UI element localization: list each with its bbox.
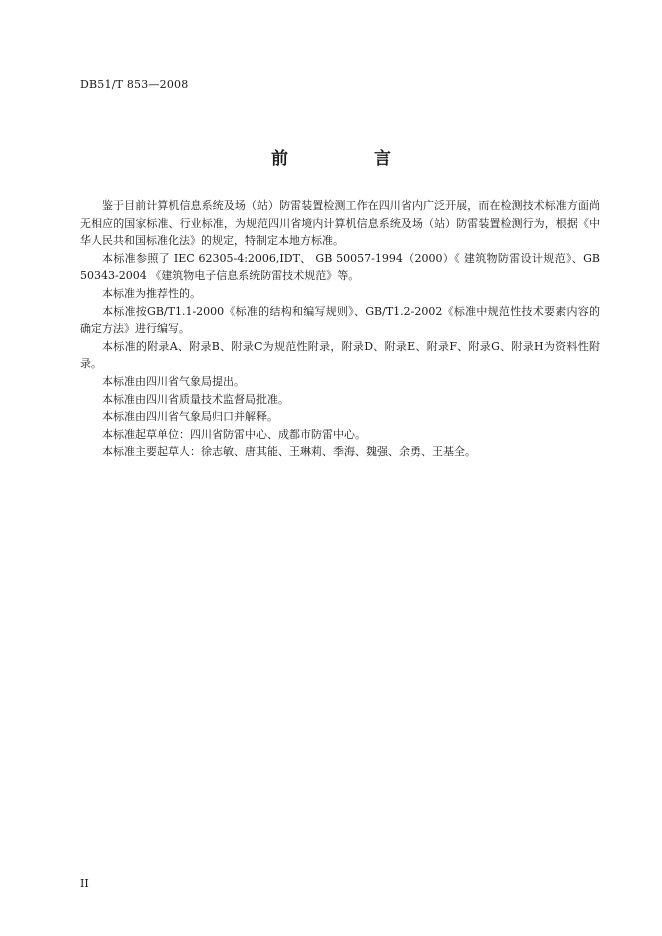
paragraph: 鉴于目前计算机信息系统及场（站）防雷装置检测工作在四川省内广泛开展，而在检测技术标准方面尚无相应的国家标准、行业标准，为规范四川省境内计算机信息系统及场（站）防雷装置检测行为，根据《中华人民共和国标准化法》的规定，特制定本地方标准。: [80, 199, 600, 248]
paragraph: 本标准起草单位：四川省防雷中心、成都市防雷中心。: [102, 427, 366, 441]
paragraph: 本标准由四川省气象局提出。: [102, 374, 245, 388]
page-number: II: [80, 877, 89, 890]
paragraph: 本标准主要起草人：徐志敏、唐其能、王琳莉、季海、魏强、余勇、王基全。: [102, 445, 476, 459]
paragraph: 本标准的附录A、附录B、附录C为规范性附录，附录D、附录E、附录F、附录G、附录H为资料性附录。: [80, 339, 600, 371]
paragraph: 本标准按GB/T1.1-2000《标准的结构和编写规则》、GB/T1.2-2002《标准中规范性技术要素内容的确定方法》进行编写。: [80, 304, 600, 336]
foreword-body: [80, 197, 600, 461]
paragraph: 本标准由四川省质量技术监督局批准。: [102, 392, 289, 406]
page-title: 前 言: [271, 149, 431, 169]
paragraph: 本标准参照了 IEC 62305-4:2006,IDT、 GB 50057-1994（2000）《 建筑物防雷设计规范》、GB 50343-2004 《建筑物电子信息系统防雷技术规范》等。: [80, 251, 600, 283]
paragraph: 本标准为推荐性的。: [102, 286, 201, 300]
standard-code: DB51/T 853—2008: [80, 78, 189, 91]
paragraph: 本标准由四川省气象局归口并解释。: [102, 410, 278, 424]
